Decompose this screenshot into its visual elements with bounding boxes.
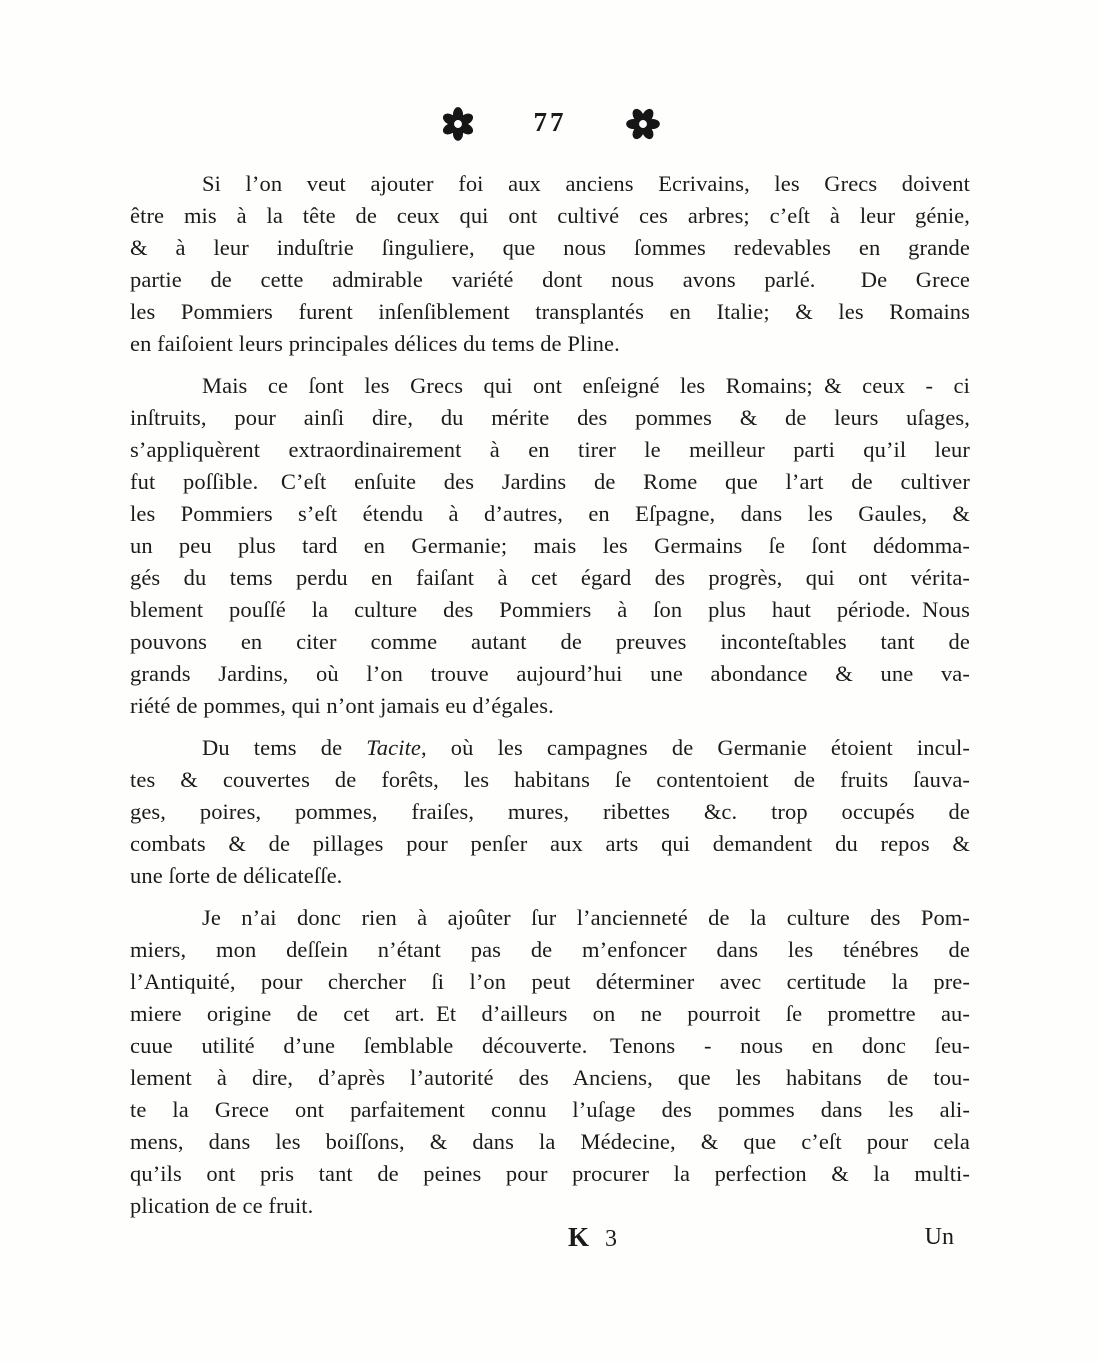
text-line: gés du tems perdu en faiſant à cet égard des progrès, qui ont vérita-: [130, 565, 970, 590]
text-line: Si l’on veut ajouter foi aux anciens Ecrivains, les Grecs doivent: [202, 171, 970, 196]
text-line: inſtruits, pour ainſi dire, du mérite des pommes & de leurs uſages,: [130, 405, 970, 430]
text-line: les Pommiers furent inſenſiblement transplantés en Italie; & les Romains: [130, 299, 970, 324]
text-line: Je n’ai donc rien à ajoûter ſur l’ancienneté de la culture des Pom-: [202, 905, 970, 930]
signature-letter: K: [568, 1222, 590, 1252]
italic-term: Tacite: [366, 735, 422, 760]
text-line: qu’ils ont pris tant de peines pour procurer la perfection & la multi-: [130, 1161, 970, 1186]
text-segment: , où les campagnes de Germanie étoient incul-: [421, 735, 970, 760]
text-line: plication de ce fruit.: [130, 1193, 314, 1218]
text-line: un peu plus tard en Germanie; mais les Germains ſe ſont dédomma-: [130, 533, 970, 558]
text-line: cuue utilité d’une ſemblable découverte. Tenons - nous en donc ſeu-: [130, 1033, 970, 1058]
paragraph-2: [130, 370, 970, 722]
signature-number: 3: [605, 1226, 618, 1252]
text-line: te la Grece ont parfaitement connu l’uſage des pommes dans les ali-: [130, 1097, 970, 1122]
text-line: grands Jardins, où l’on trouve aujourd’hui une abondance & une va-: [130, 661, 970, 686]
text-line: ges, poires, pommes, fraiſes, mures, ribettes &c. trop occupés de: [130, 799, 970, 824]
page-number: 77: [533, 106, 567, 137]
text-line: pouvons en citer comme autant de preuves inconteſtables tant de: [130, 629, 970, 654]
text-segment: Du tems de: [202, 735, 367, 760]
florette-ornament-icon: [440, 106, 476, 142]
text-line: fut poſſible. C’eſt enſuite des Jardins de Rome que l’art de cultiver: [130, 469, 970, 494]
text-line: les Pommiers s’eſt étendu à d’autres, en Eſpagne, dans les Gaules, &: [130, 501, 970, 526]
text-line: [130, 732, 970, 764]
text-line: s’appliquèrent extraordinairement à en tirer le meilleur parti qu’il leur: [130, 437, 970, 462]
text-line: riété de pommes, qui n’ont jamais eu d’égales.: [130, 693, 554, 718]
page-footer: [0, 1222, 1100, 1272]
text-line: & à leur induſtrie ſinguliere, que nous ſommes redevables en grande: [130, 235, 970, 260]
text-line: miers, mon deſſein n’étant pas de m’enfoncer dans les ténébres de: [130, 937, 970, 962]
text-line: être mis à la tête de ceux qui ont cultivé ces arbres; c’eſt à leur génie,: [130, 203, 970, 228]
catchword: Un: [924, 1224, 954, 1250]
text-line: miere origine de cet art. Et d’ailleurs on ne pourroit ſe promettre au-: [130, 1001, 970, 1026]
text-line: une ſorte de délicateſſe.: [130, 863, 343, 888]
paragraph-3: [130, 732, 970, 892]
paragraph-1: [130, 168, 970, 360]
text-line: mens, dans les boiſſons, & dans la Médecine, & que c’eſt pour cela: [130, 1129, 970, 1154]
text-line: tes & couvertes de forêts, les habitans ſe contentoient de fruits ſauva-: [130, 767, 970, 792]
text-line: Mais ce ſont les Grecs qui ont enſeigné les Romains; & ceux - ci: [202, 373, 970, 398]
signature-mark: [568, 1222, 617, 1253]
text-line: blement pouſſé la culture des Pommiers à ſon plus haut période. Nous: [130, 597, 970, 622]
text-line: combats & de pillages pour penſer aux arts qui demandent du repos &: [130, 831, 970, 856]
text-line: en faiſoient leurs principales délices du tems de Pline.: [130, 331, 620, 356]
text-line: l’Antiquité, pour chercher ſi l’on peut déterminer avec certitude la pre-: [130, 969, 970, 994]
paragraph-4: [130, 902, 970, 1222]
running-head: [0, 106, 1100, 142]
florette-ornament-icon: [625, 106, 661, 142]
text-line: lement à dire, d’après l’autorité des Anciens, que les habitans de tou-: [130, 1065, 970, 1090]
text-line: partie de cette admirable variété dont nous avons parlé. De Grece: [130, 267, 970, 292]
text-block: [130, 168, 970, 1222]
